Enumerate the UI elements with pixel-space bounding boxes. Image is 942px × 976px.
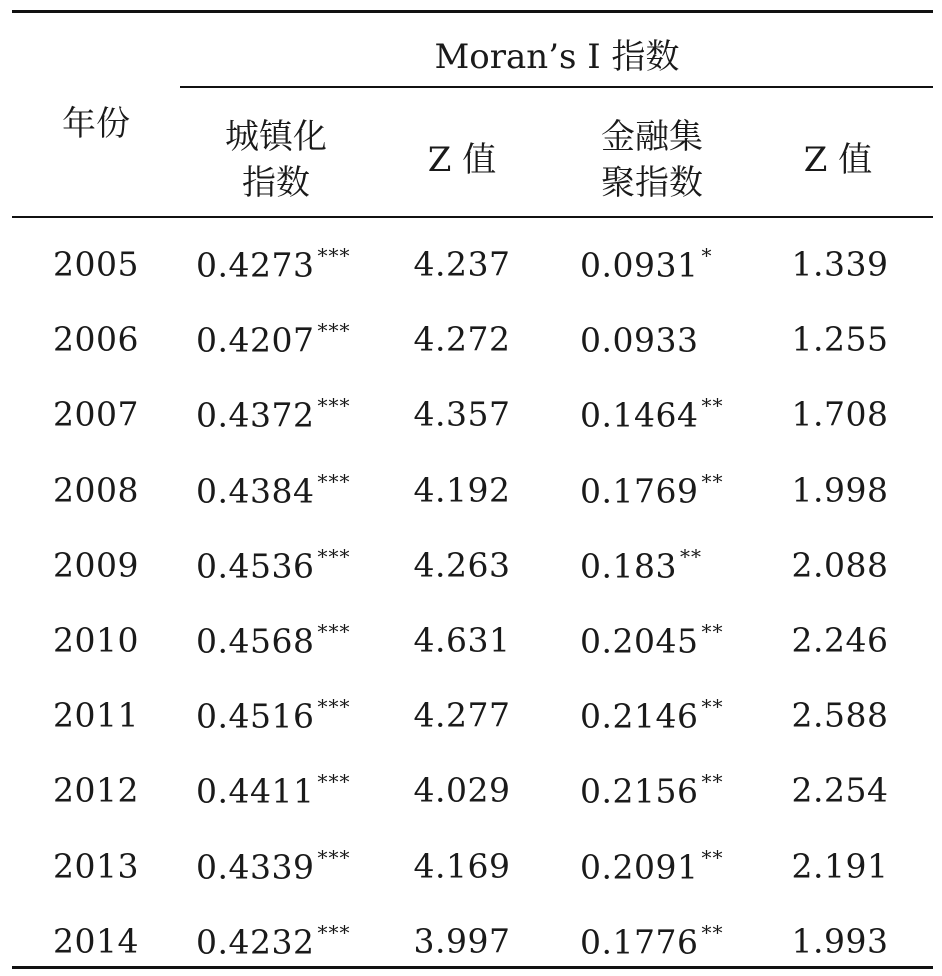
cell-z-value-2 (792, 771, 889, 810)
column-header-z-value-1: Z 值 (427, 140, 497, 180)
cell-year-value: 2009 (53, 545, 139, 585)
cell-urbanization-value: 0.4411 (196, 771, 315, 811)
cell-z-value-2 (792, 846, 889, 885)
cell-urbanization-value: 0.4384 (196, 471, 315, 511)
significance-stars: ** (679, 544, 702, 569)
cell-urbanization (196, 620, 350, 661)
cell-z-value-2-value: 2.254 (791, 770, 889, 810)
cell-urbanization (196, 394, 350, 435)
cell-urbanization (196, 920, 350, 961)
cell-financial (580, 469, 723, 510)
cell-financial (580, 394, 723, 435)
significance-stars: * (701, 243, 713, 268)
cell-financial-value: 0.1464 (580, 395, 699, 435)
cell-financial-value: 0.2156 (580, 771, 699, 811)
cell-z-value-1 (414, 771, 511, 810)
cell-z-value-1-value: 4.631 (413, 620, 511, 660)
cell-financial-value: 0.0933 (580, 320, 699, 360)
cell-year (53, 320, 139, 359)
cell-year-value: 2014 (53, 921, 139, 961)
cell-year-value: 2006 (53, 319, 139, 359)
cell-z-value-1 (414, 470, 511, 509)
significance-stars: ** (701, 694, 724, 719)
cell-z-value-2 (792, 921, 889, 960)
cell-urbanization-value: 0.4339 (196, 847, 315, 887)
cell-urbanization (196, 845, 350, 886)
column-header-urbanization-index (225, 114, 327, 206)
cell-year (53, 771, 139, 810)
cell-financial (580, 770, 723, 811)
cell-financial (580, 845, 723, 886)
cell-z-value-2-value: 1.255 (791, 319, 889, 359)
cell-z-value-1-value: 4.357 (413, 394, 511, 434)
cell-financial-value: 0.2045 (580, 621, 699, 661)
significance-stars: ** (701, 845, 724, 870)
cell-z-value-1-value: 4.272 (413, 319, 511, 359)
cell-z-value-1 (414, 846, 511, 885)
cell-financial-value: 0.1769 (580, 471, 699, 511)
cell-z-value-1 (414, 621, 511, 660)
significance-stars: ** (701, 393, 724, 418)
cell-z-value-1 (414, 921, 511, 960)
header-bottom-rule (12, 216, 933, 218)
table-bottom-rule (12, 966, 933, 969)
cell-z-value-2 (792, 545, 889, 584)
cell-year (53, 545, 139, 584)
column-header-financial-line2: 聚指数 (601, 163, 703, 203)
cell-z-value-1 (414, 320, 511, 359)
cell-z-value-1-value: 4.277 (413, 695, 511, 735)
cell-z-value-2 (792, 696, 889, 735)
cell-financial (580, 695, 723, 736)
table-top-rule (12, 10, 933, 13)
cell-urbanization-value: 0.4273 (196, 245, 315, 285)
cell-urbanization (196, 770, 350, 811)
cell-year-value: 2013 (53, 846, 139, 886)
significance-stars: ** (701, 920, 724, 945)
significance-stars: *** (317, 845, 351, 870)
cell-z-value-1 (414, 245, 511, 284)
significance-stars: ** (701, 769, 724, 794)
cell-z-value-1-value: 3.997 (413, 921, 511, 961)
cell-z-value-1-value: 4.237 (413, 244, 511, 284)
significance-stars: *** (317, 469, 351, 494)
column-header-financial-agglomeration-index (601, 114, 703, 206)
cell-urbanization-value: 0.4232 (196, 922, 315, 962)
cell-year (53, 921, 139, 960)
cell-year-value: 2008 (53, 470, 139, 510)
cell-financial (580, 319, 701, 360)
cell-financial (580, 620, 723, 661)
cell-z-value-2-value: 1.708 (791, 394, 889, 434)
cell-urbanization-value: 0.4516 (196, 696, 315, 736)
cell-financial (580, 544, 702, 585)
cell-urbanization-value: 0.4536 (196, 546, 315, 586)
cell-financial-value: 0.0931 (580, 245, 699, 285)
cell-urbanization (196, 244, 350, 285)
significance-stars: ** (701, 619, 724, 644)
significance-stars: *** (317, 694, 351, 719)
cell-z-value-1 (414, 395, 511, 434)
cell-year-value: 2011 (53, 695, 139, 735)
cell-z-value-2-value: 2.246 (791, 620, 889, 660)
cell-urbanization (196, 319, 350, 360)
cell-z-value-1 (414, 696, 511, 735)
column-header-year: 年份 (62, 104, 130, 144)
significance-stars: *** (317, 619, 351, 644)
cell-z-value-2 (792, 245, 889, 284)
cell-z-value-2-value: 2.088 (791, 545, 889, 585)
cell-z-value-2-value: 2.191 (791, 846, 889, 886)
significance-stars: *** (317, 393, 351, 418)
cell-financial-value: 0.2091 (580, 847, 699, 887)
cell-financial (580, 244, 712, 285)
group-header-morans-i: Moran’s I 指数 (434, 37, 680, 77)
significance-stars: *** (317, 920, 351, 945)
column-header-urbanization-line1: 城镇化 (225, 117, 327, 157)
cell-year (53, 245, 139, 284)
cell-financial-value: 0.1776 (580, 922, 699, 962)
cell-z-value-1 (414, 545, 511, 584)
cell-year (53, 846, 139, 885)
cell-financial-value: 0.2146 (580, 696, 699, 736)
cell-z-value-1-value: 4.192 (413, 470, 511, 510)
group-header-rule (180, 86, 933, 88)
cell-financial (580, 920, 723, 961)
cell-urbanization-value: 0.4207 (196, 320, 315, 360)
significance-stars: *** (317, 769, 351, 794)
cell-urbanization (196, 469, 350, 510)
cell-year-value: 2010 (53, 620, 139, 660)
cell-urbanization-value: 0.4372 (196, 395, 315, 435)
cell-z-value-2-value: 1.339 (791, 244, 889, 284)
column-header-z-value-2: Z 值 (803, 140, 873, 180)
significance-stars: *** (317, 318, 351, 343)
cell-year-value: 2012 (53, 770, 139, 810)
significance-stars: ** (701, 469, 724, 494)
cell-z-value-2 (792, 320, 889, 359)
cell-z-value-1-value: 4.169 (413, 846, 511, 886)
cell-year (53, 395, 139, 434)
cell-financial-value: 0.183 (580, 546, 677, 586)
cell-z-value-2-value: 1.993 (791, 921, 889, 961)
cell-year (53, 621, 139, 660)
cell-year-value: 2007 (53, 394, 139, 434)
cell-year-value: 2005 (53, 244, 139, 284)
cell-z-value-2 (792, 470, 889, 509)
significance-stars: *** (317, 544, 351, 569)
cell-urbanization (196, 544, 350, 585)
cell-z-value-1-value: 4.029 (413, 770, 511, 810)
cell-year (53, 696, 139, 735)
cell-z-value-2-value: 2.588 (791, 695, 889, 735)
cell-urbanization-value: 0.4568 (196, 621, 315, 661)
cell-z-value-1-value: 4.263 (413, 545, 511, 585)
cell-z-value-2 (792, 395, 889, 434)
cell-z-value-2 (792, 621, 889, 660)
cell-urbanization (196, 695, 350, 736)
column-header-financial-line1: 金融集 (601, 117, 703, 157)
cell-z-value-2-value: 1.998 (791, 470, 889, 510)
significance-stars: *** (317, 243, 351, 268)
column-header-urbanization-line2: 指数 (242, 163, 310, 203)
cell-year (53, 470, 139, 509)
